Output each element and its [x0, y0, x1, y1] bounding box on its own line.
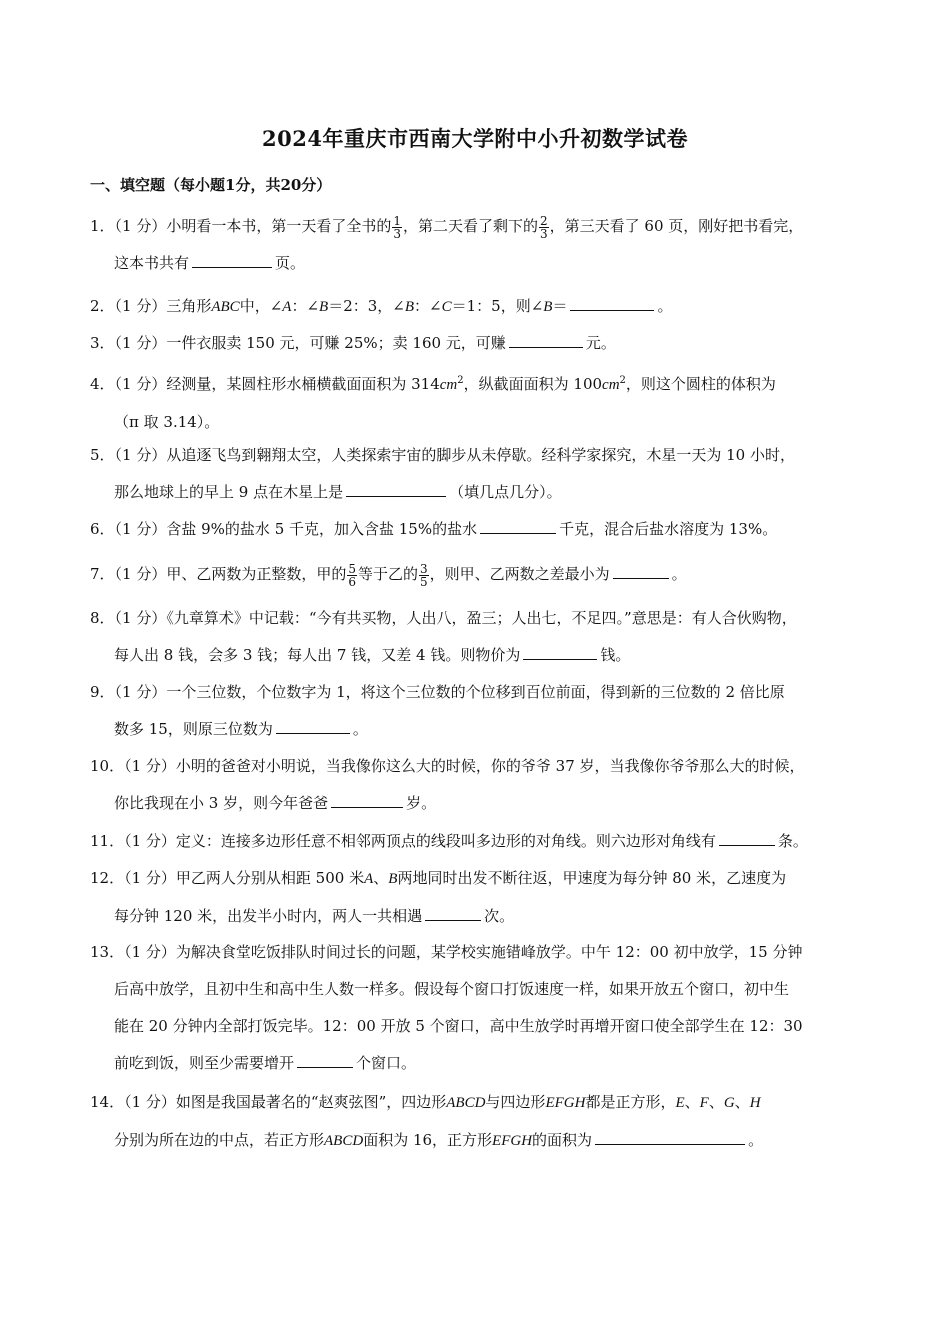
answer-blank-14[interactable]	[595, 1128, 745, 1145]
question-7: 7．（1 分）甲、乙两数为正整数，甲的 $\frac{5}{6}$ 等于乙的 $\frac{3}{5}$ ，则甲、乙两数之差最小为 。	[90, 561, 687, 589]
answer-blank-6[interactable]	[480, 517, 556, 534]
question-5: 5．（1 分）从追逐飞鸟到翱翔太空，人类探索宇宙的脚步从未停歇。经科学家探究，木星一天为 10 小时， 那么地球上的早上 9 点在木星上是 （填几点几分）。	[90, 446, 795, 501]
question-11: 11．（1 分）定义：连接多边形任意不相邻两顶点的线段叫多边形的对角线。则六边形对角线有 条。	[90, 823, 862, 860]
answer-blank-2[interactable]	[570, 294, 654, 311]
question-10: 10．（1 分）小明的爸爸对小明说，当我像你这么大的时候，你的爷爷 37 岁，当我像你爷爷那么大的时候， 你比我现在小 3 岁，则今年爸爸 岁。	[90, 757, 805, 812]
answer-blank-13[interactable]	[297, 1051, 353, 1068]
answer-blank-9[interactable]	[276, 717, 350, 734]
question-3: 3．（1 分）一件衣服卖 150 元，可赚 25%；卖 160 元，可赚 元。	[90, 325, 862, 362]
question-9: 9．（1 分）一个三位数，个位数字为 1，将这个三位数的个位移到百位前面，得到新的三位数的 2 倍比原 数多 15，则原三位数为 。	[90, 683, 785, 738]
answer-blank-11[interactable]	[719, 829, 775, 846]
question-12: 12．（1 分）甲乙两人分别从相距 500 米A、B两地同时出发不断往返，甲速度为每分钟 80 米，乙速度为 每分钟 120 米，出发半小时内，两人一共相遇 次。	[90, 869, 787, 925]
question-6: 6．（1 分）含盐 9%的盐水 5 千克，加入含盐 15%的盐水 千克，混合后盐水溶度为 13%。	[90, 511, 862, 548]
question-1	[90, 208, 862, 282]
answer-blank-10[interactable]	[331, 791, 403, 808]
question-2: 2．（1 分）三角形ABC中，∠A：∠B＝2：3，∠B：∠C＝1：5，则∠B＝ 。	[90, 288, 862, 326]
fraction-three-fifths: $\frac{3}{5}$	[420, 561, 428, 589]
answer-blank-7[interactable]	[613, 562, 669, 579]
question-8: 8．（1 分）《九章算术》中记载：“今有共买物，人出八，盈三；人出七，不足四。”意思是：有人合伙购物， 每人出 8 钱，会多 3 钱；每人出 7 钱，又差 4 钱。则物价为 钱。	[90, 609, 797, 664]
answer-blank-8[interactable]	[523, 643, 597, 660]
fraction-two-thirds: $\frac{2}{3}$	[540, 213, 548, 241]
question-4: 4．（1 分）经测量，某圆柱形水桶横截面面积为 $314cm^2$，纵截面面积为 $100cm^2$，则这个圆柱的体积为 （π 取 3.14）。	[90, 375, 776, 431]
exam-title: 2024年重庆市西南大学附中小升初数学试卷	[262, 126, 688, 151]
answer-blank-1[interactable]	[192, 251, 272, 268]
answer-blank-12[interactable]	[425, 904, 481, 921]
answer-blank-5[interactable]	[346, 480, 446, 497]
question-14: 14．（1 分）如图是我国最著名的“赵爽弦图”，四边形ABCD与四边形EFGH都是正方形，E、F、G、H 分别为所在边的中点，若正方形ABCD面积为 16，正方形EFGH的面积为 。	[90, 1093, 764, 1149]
answer-blank-3[interactable]	[509, 331, 583, 348]
section-fill-in-blank-heading: 一、填空题（每小题1分，共20分）	[90, 176, 332, 194]
question-13: 13．（1 分）为解决食堂吃饭排队时间过长的问题，某学校实施错峰放学。中午 12：00 初中放学，15 分钟 后高中放学，且初中生和高中生人数一样多。假设每个窗口打饭速度一样，如果开放五个窗口，初中生 能在 20 分钟内全部打饭完毕。12：00 开放 5 个窗口，高中生放学时再增开窗口使全部学生在 12：30 前吃到饭，则至少需要增开 个窗口。	[90, 943, 803, 1072]
fraction-one-third: $\frac{1}{3}$	[393, 213, 401, 241]
question-1-line-2: 这本书共有 页。	[90, 245, 862, 282]
fraction-five-sixths: $\frac{5}{6}$	[348, 561, 356, 589]
question-1-line-1: 1．（1 分）小明看一本书，第一天看了全书的 $\frac{1}{3}$ ，第二天看了剩下的 $\frac{2}{3}$ ，第三天看了 60 页，刚好把书看完，	[90, 213, 804, 241]
